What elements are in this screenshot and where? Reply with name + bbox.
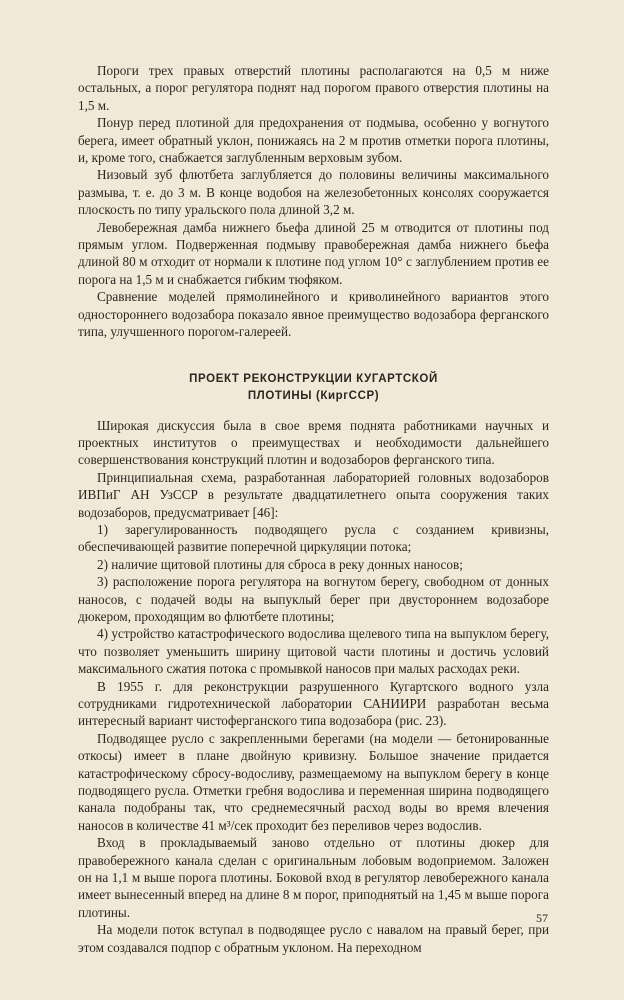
paragraph: Подводящее русло с закрепленными берегами (на модели — бетонированные откосы) имеет в плане двойную кривизну. Большое значение придается катастрофическому сбросу-водосливу, размещаемому на выпуклом берегу в конце подводящего русла. Отметки гребня водослива и переменная ширина подводящего канала подобраны так, что среднемесячный расход воды во время влечения наносов в количестве 41 м³/сек проходит без переливов через водослив. [78, 730, 549, 833]
paragraph: Левобережная дамба нижнего бьефа длиной 25 м отводится от плотины под прямым углом. Подверженная подмыву правобережная дамба нижнего бьефа длиной 80 м отходит от нормали к плотине под углом 10° с заглублением против ее порога на 1,5 м и снабжается гибким тюфяком. [78, 219, 549, 287]
paragraph: На модели поток вступал в подводящее русло с навалом на правый берег, при этом создавался подпор с обратным уклоном. На переходном [78, 922, 549, 955]
section-dam-description [78, 62, 549, 341]
list-item: 1) зарегулированность подводящего русла с созданием кривизны, обеспечивающей развитие поперечной циркуляции потока; [78, 521, 549, 555]
page-number: 57 [536, 911, 548, 925]
list-item: 3) расположение порога регулятора на вогнутом берегу, свободном от донных наносов, с подачей воды на выпуклый берег при двустороннем водозаборе дюкером, проходящим во флютбете плотины; [78, 574, 549, 624]
section-heading [78, 371, 549, 405]
paragraph: Сравнение моделей прямолинейного и криволинейного вариантов этого одностороннего водозабора показало явное преимущество водозабора ферганского типа, улучшенного порогом-галереей. [78, 289, 549, 340]
paragraph: Вход в прокладываемый заново отдельно от плотины дюкер для правобережного канала сделан с оригинальным лобовым водоприемом. Заложен он на 1,1 м выше порога плотины. Боковой вход в регулятор левобережного канала имеет вынесенный вперед на длине 8 м порог, приподнятый на 1,45 м выше порога плотины. [78, 835, 549, 920]
paragraph: Принципиальная схема, разработанная лабораторией головных водозаборов ИВПиГ АН УзССР в результате двадцатилетнего опыта сооружения таких водозаборов, предусматривает [46]: [78, 469, 549, 520]
paragraph: В 1955 г. для реконструкции разрушенного Кугартского водного узла сотрудниками гидротехнической лаборатории САНИИРИ разработан весьма интересный вариант чистоферганского типа водозабора (рис. 23). [78, 678, 549, 729]
section-kugart-reconstruction [78, 417, 549, 957]
paragraph: Широкая дискуссия была в свое время поднята работниками научных и проектных институтов о преимуществах и необходимости дальнейшего совершенствования конструкций плотин и водозаборов ферганского типа. [78, 417, 549, 468]
list-item: 4) устройство катастрофического водослива щелевого типа на выпуклом берегу, что позволяет уменьшить ширину щитовой части плотины и достичь условий максимального сжатия потока с промывкой наносов при малых расходах реки. [78, 626, 549, 677]
paragraph: Низовый зуб флютбета заглубляется до половины величины максимального размыва, т. е. до 3 м. В конце водобоя на железобетонных консолях сооружается плоскость по типу уральского пола длиной 3,2 м. [78, 167, 549, 218]
list-item: 2) наличие щитовой плотины для сброса в реку донных наносов; [97, 556, 463, 572]
heading-line-1: ПРОЕКТ РЕКОНСТРУКЦИИ КУГАРТСКОЙ [189, 372, 438, 385]
paragraph: Пороги трех правых отверстий плотины располагаются на 0,5 м ниже остальных, а порог регулятора поднят над порогом правого отверстия плотины на 1,5 м. [78, 63, 549, 113]
heading-line-2: ПЛОТИНЫ (КиргССР) [247, 389, 380, 402]
paragraph: Понур перед плотиной для предохранения от подмыва, особенно у вогнутого берега, имеет обратный уклон, понижаясь на 2 м против отметки порога плотины, и, кроме того, снабжается заглубленным верховым зубом. [78, 115, 549, 166]
